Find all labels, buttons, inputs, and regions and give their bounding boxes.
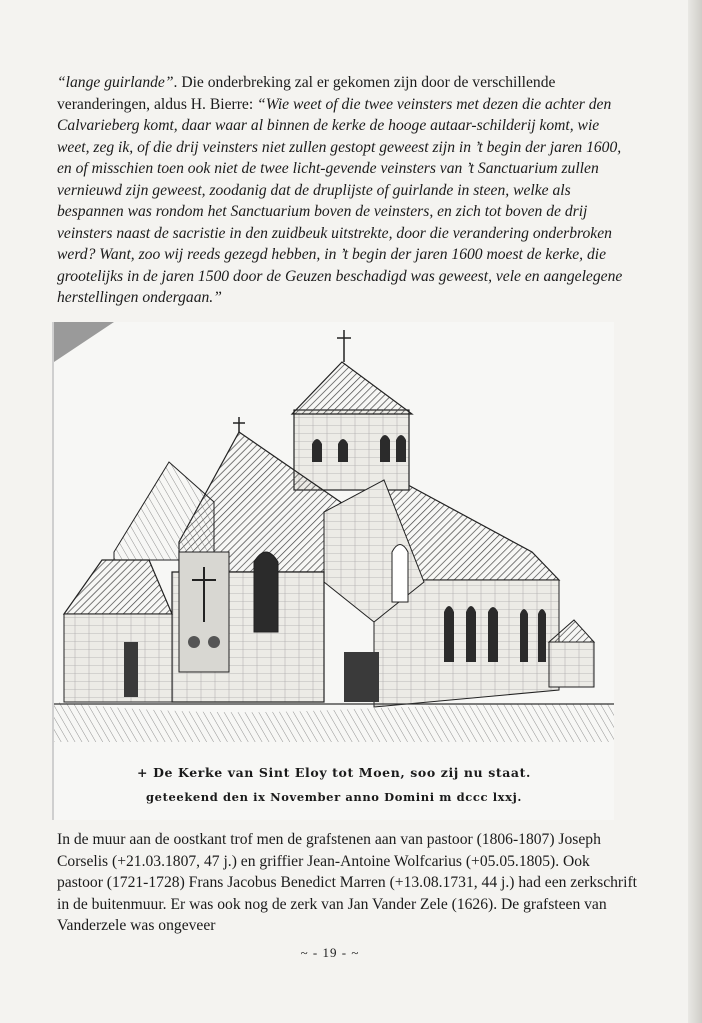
sacristy-wall	[64, 614, 172, 702]
church-illustration	[52, 322, 614, 820]
ground	[54, 702, 614, 742]
south-door	[344, 652, 379, 702]
bierre-quote: “Wie weet of die twee veinsters met dezen die achter den Calvarieberg komt, daar waar al binnen de kerke de hooge autaar-schilderij komt, wie weet, zeg ik, of die drij veinsters niet zullen gestopt geweest zijn in ’t begin der jaren 1600, en of misschien toen ook niet de twee licht-gevende veinsters van ’t Sanctuarium zullen vernieuwd zijn geweest, zoodanig dat de druplijste of guirlande in steen, welke als bespannen was rondom het Sanctuarium boven de veinsters, en zich tot boven de drij veinsters naast de sacristie in den zuidbeuk uitstrekte, door die verandering onderbroken werd? Want, zoo wij reeds gezegd hebben, in ’t begin der jaren 1600 moest de kerke, die grootelijks in de jaren 1500 door de Geuzen beschadigd was geweest, vele en aangelegene herstellingen ondergaan.”	[57, 95, 623, 306]
page-edge	[688, 0, 702, 1023]
sacristy-roof	[64, 560, 172, 614]
tower-body	[294, 410, 409, 490]
top-paragraph	[57, 72, 632, 309]
sacristy-gable	[114, 462, 214, 560]
page-number: ~ - 19 - ~	[300, 945, 360, 960]
intro-text: . Die onderbreking zal er gekomen zijn door de verschillende veranderingen, aldus H. Bierre:	[57, 74, 556, 113]
illustration-caption-line1: + De Kerke van Sint Eloy tot Moen, soo zij nu staat.	[137, 765, 531, 780]
church-drawing	[54, 322, 614, 820]
sacristy-door	[124, 642, 138, 697]
scan-shadow	[54, 322, 114, 362]
tower-roof	[292, 362, 412, 414]
porch-wall	[549, 642, 594, 687]
illustration-caption-line2: geteekend den ix November anno Domini m dccc lxxj.	[146, 790, 522, 804]
bottom-paragraph: In de muur aan de oostkant trof men de grafstenen aan van pastoor (1806-1807) Joseph Corselis (+21.03.1807, 47 j.) en griffier Jean-Antoine Wolfcarius (+05.05.1805). Ook pastoor (1721-1728) Frans Jacobus Benedict Marren (+13.08.1731, 44 j.) had een zerkschrift in de buitenmuur. Er was ook nog de zerk van Jan Vander Zele (1626). De grafsteen van Vanderzele was ongeveer	[57, 831, 637, 934]
transept-window	[392, 545, 408, 603]
choir-window	[254, 552, 278, 632]
lange-guirlande-text: “lange guirlande”	[57, 74, 174, 91]
